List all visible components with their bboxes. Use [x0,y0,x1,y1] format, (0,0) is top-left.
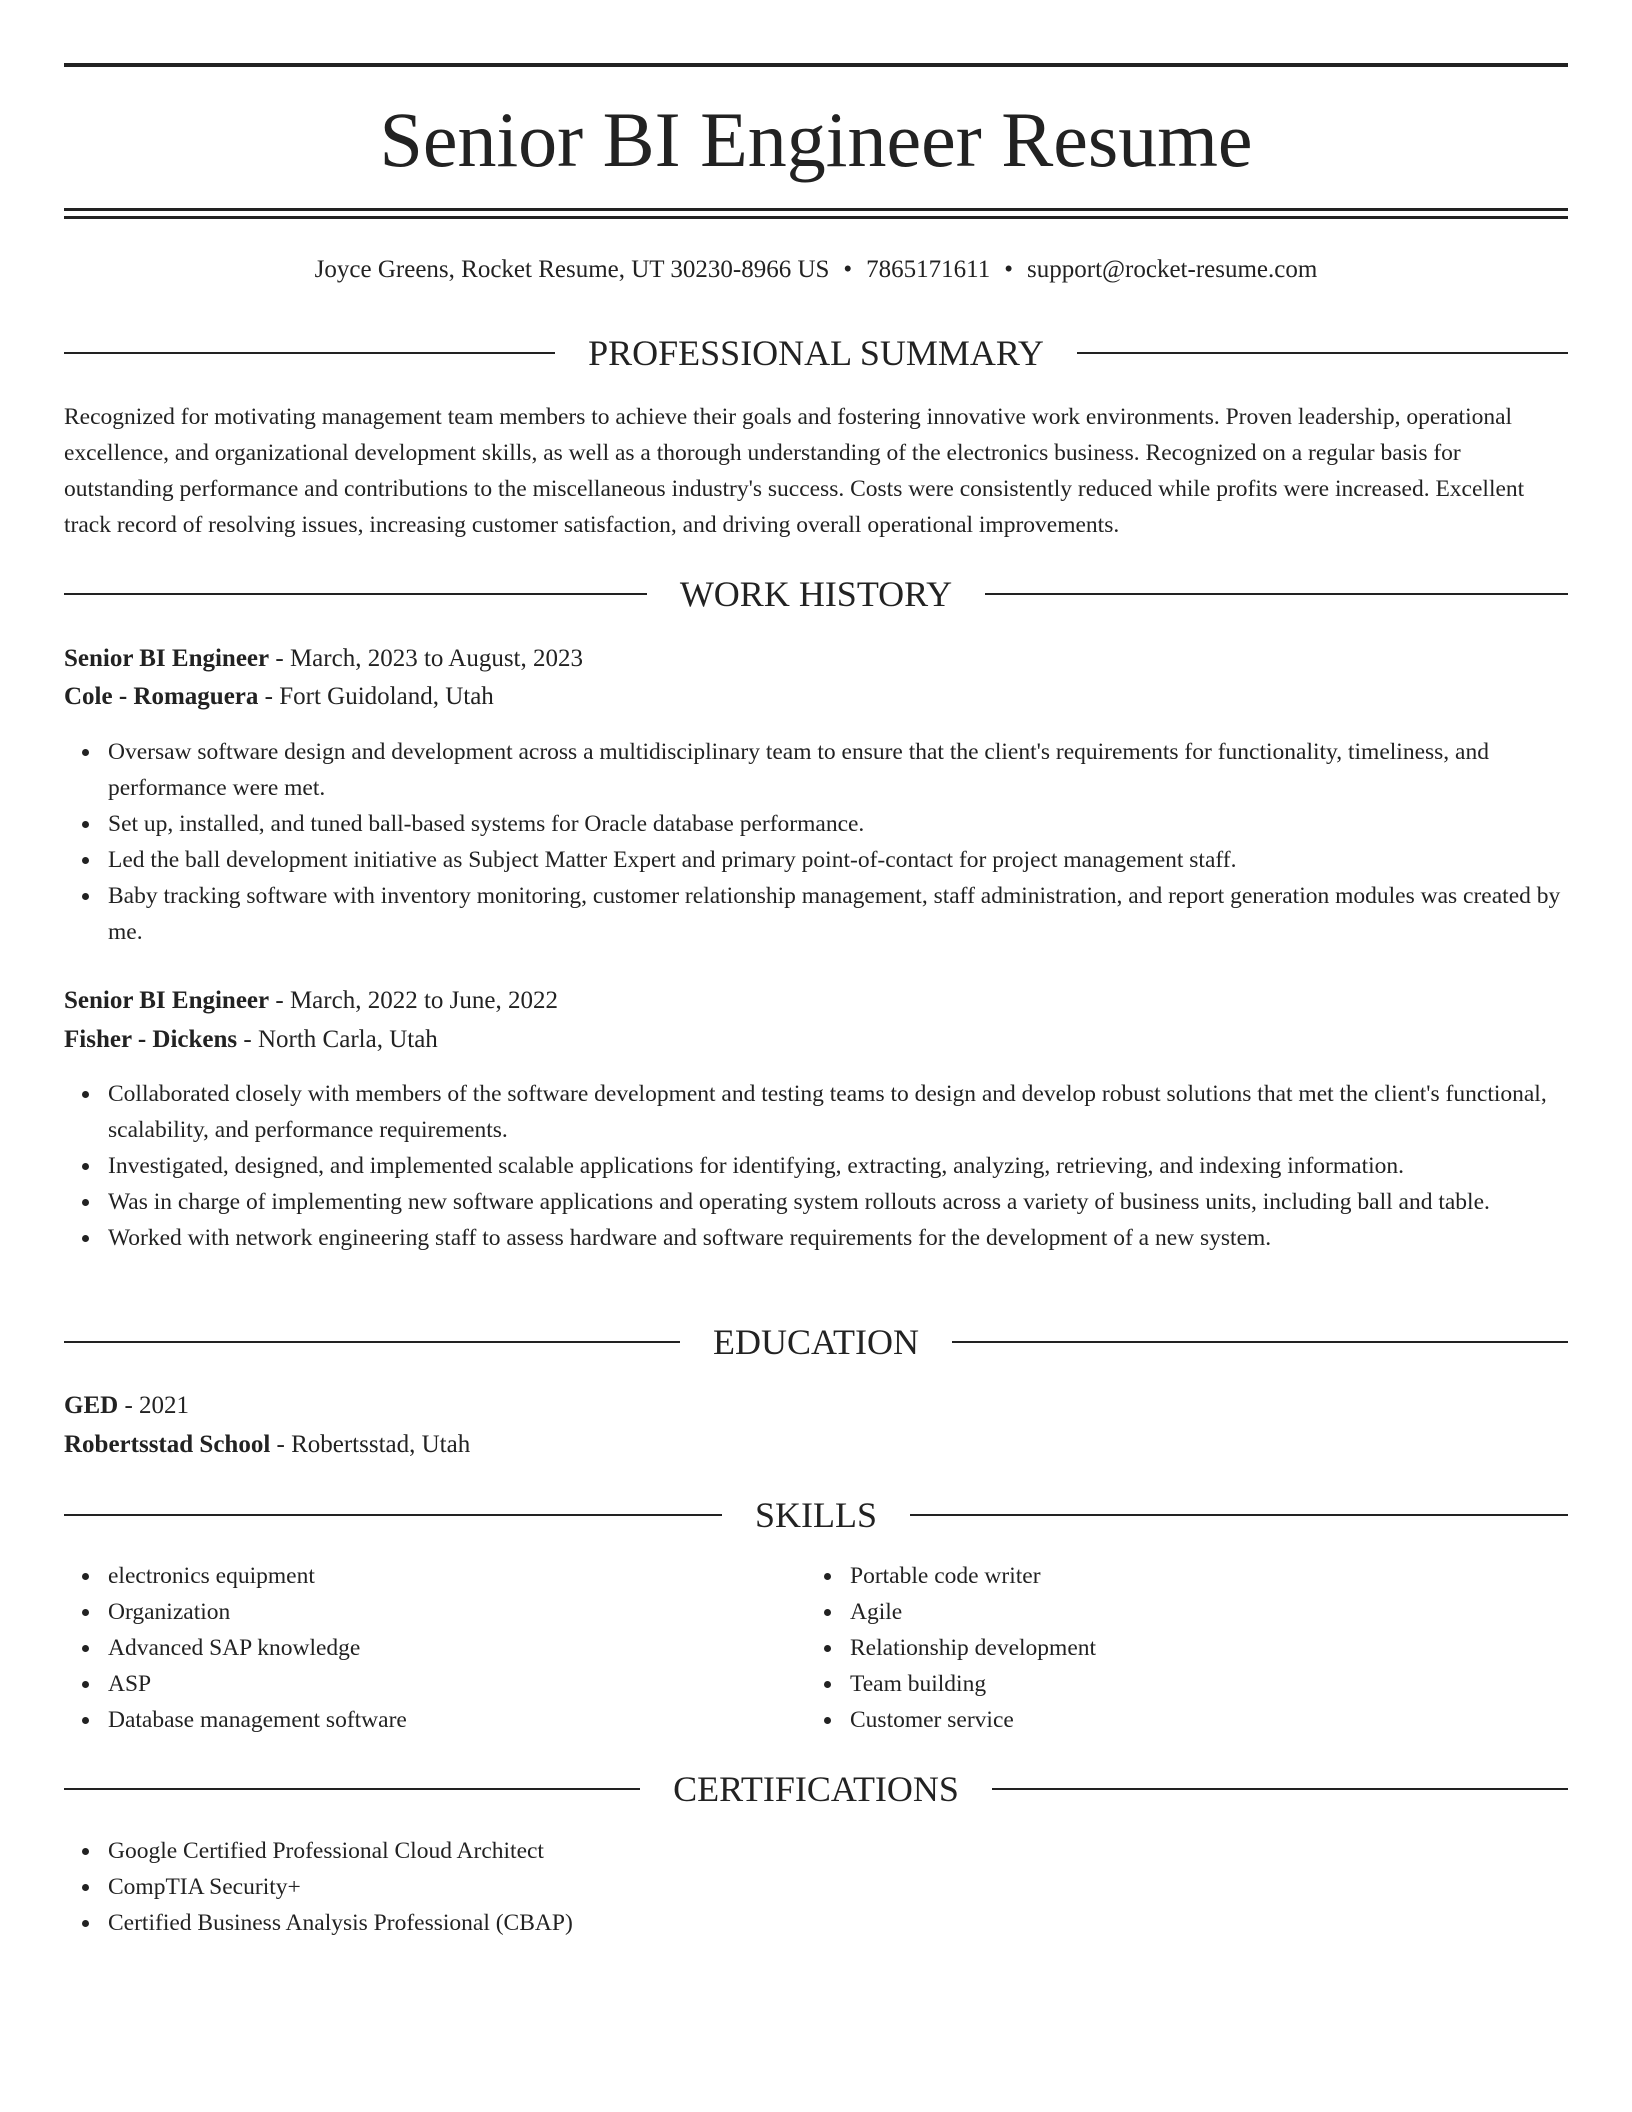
certification-item: Google Certified Professional Cloud Architect [108,1833,1612,1869]
contact-address: Joyce Greens, Rocket Resume, UT 30230-8966 US [314,256,830,283]
skill-item: Agile [850,1594,1632,1630]
education-location: - Robertsstad, Utah [270,1431,471,1458]
heading-rule-left [64,1788,640,1790]
job-bullet: Collaborated closely with members of the software development and testing teams to design and develop robust solutions that met the client's functional, scalability, and performance requirements. [108,1076,1568,1148]
job-location: - North Carla, Utah [237,1026,438,1053]
title-double-rule-lower [64,216,1568,219]
heading-rule-right [985,593,1568,595]
certification-item: CompTIA Security+ [108,1869,1612,1905]
certifications-list [64,1833,1612,1941]
job-bullet: Set up, installed, and tuned ball-based systems for Oracle database performance. [108,806,1568,842]
section-heading-summary [64,331,1568,375]
resume-title: Senior BI Engineer Resume [379,96,1253,183]
section-heading-work-history [64,572,1568,616]
heading-rule-right [952,1341,1568,1343]
section-heading-label: WORK HISTORY [679,574,953,614]
skill-item: Relationship development [850,1630,1632,1666]
job-company-line [64,679,1568,715]
heading-rule-right [910,1514,1568,1516]
job-bullet: Oversaw software design and development across a multidisciplinary team to ensure that the client's requirements for functionality, timeliness, and performance were met. [108,734,1568,806]
job-title: Senior BI Engineer [64,987,270,1014]
job-title-line [64,641,1568,677]
section-heading-label: CERTIFICATIONS [673,1769,959,1809]
certification-item: Certified Business Analysis Professional (CBAP) [108,1905,1612,1941]
skill-item: Organization [108,1594,1612,1630]
job-dates: - March, 2023 to August, 2023 [269,645,583,672]
skill-item: Customer service [850,1702,1632,1738]
skill-item: electronics equipment [108,1558,1612,1594]
job-company-line [64,1022,1568,1058]
job-bullet: Led the ball development initiative as Subject Matter Expert and primary point-of-contact for project management staff. [108,842,1568,878]
job-bullets [64,734,1568,950]
job-bullets [64,1076,1568,1256]
job-title: Senior BI Engineer [64,645,270,672]
title-double-rule-upper [64,208,1568,211]
job-company: Fisher - Dickens [64,1026,238,1053]
top-rule [64,63,1568,67]
section-heading-label: SKILLS [755,1495,878,1535]
education-degree: GED [64,1392,119,1419]
section-heading-label: EDUCATION [713,1322,919,1362]
summary-paragraph: Recognized for motivating management team members to achieve their goals and fostering innovative work environments. Proven leadership, operational excellence, and organizational development skills, as well as a thorough understanding of the electronics business. Recognized on a regular basis for outstanding performance and contributions to the miscellaneous industry's success. Costs were consistently reduced while profits were increased. Excellent track record of resolving issues, increasing customer satisfaction, and driving overall operational improvements. [64,404,1525,538]
job-company: Cole - Romaguera [64,683,259,710]
job-bullet: Investigated, designed, and implemented scalable applications for identifying, extracting, analyzing, retrieving, and indexing information. [108,1148,1568,1184]
skill-item: Portable code writer [850,1558,1632,1594]
heading-rule-right [1077,352,1568,354]
education-school-line [64,1427,1568,1463]
skill-item: Database management software [108,1702,1612,1738]
job-bullet: Was in charge of implementing new software applications and operating system rollouts across a variety of business units, including ball and table. [108,1184,1568,1220]
heading-rule-right [992,1788,1568,1790]
education-degree-line [64,1388,1568,1424]
contact-separator: • [843,256,853,283]
skills-list-right [806,1558,1632,1738]
job-bullet: Worked with network engineering staff to assess hardware and software requirements for the development of a new system. [108,1220,1568,1256]
skill-item: Advanced SAP knowledge [108,1630,1612,1666]
job-bullet: Baby tracking software with inventory monitoring, customer relationship management, staff administration, and report generation modules was created by me. [108,878,1568,950]
section-heading-skills [64,1493,1568,1537]
education-year: - 2021 [118,1392,190,1419]
contact-line [64,252,1568,288]
skill-item: Team building [850,1666,1632,1702]
job-location: - Fort Guidoland, Utah [258,683,494,710]
heading-rule-left [64,593,647,595]
section-heading-education [64,1320,1568,1364]
heading-rule-left [64,352,555,354]
job-dates: - March, 2022 to June, 2022 [269,987,558,1014]
skill-item: ASP [108,1666,1612,1702]
job-title-line [64,983,1568,1019]
contact-separator: • [1004,256,1014,283]
education-school: Robertsstad School [64,1431,271,1458]
contact-phone: 7865171611 [866,256,991,283]
section-heading-label: PROFESSIONAL SUMMARY [588,333,1044,373]
heading-rule-left [64,1514,722,1516]
heading-rule-left [64,1341,680,1343]
section-heading-certifications [64,1767,1568,1811]
contact-email: support@rocket-resume.com [1027,256,1318,283]
